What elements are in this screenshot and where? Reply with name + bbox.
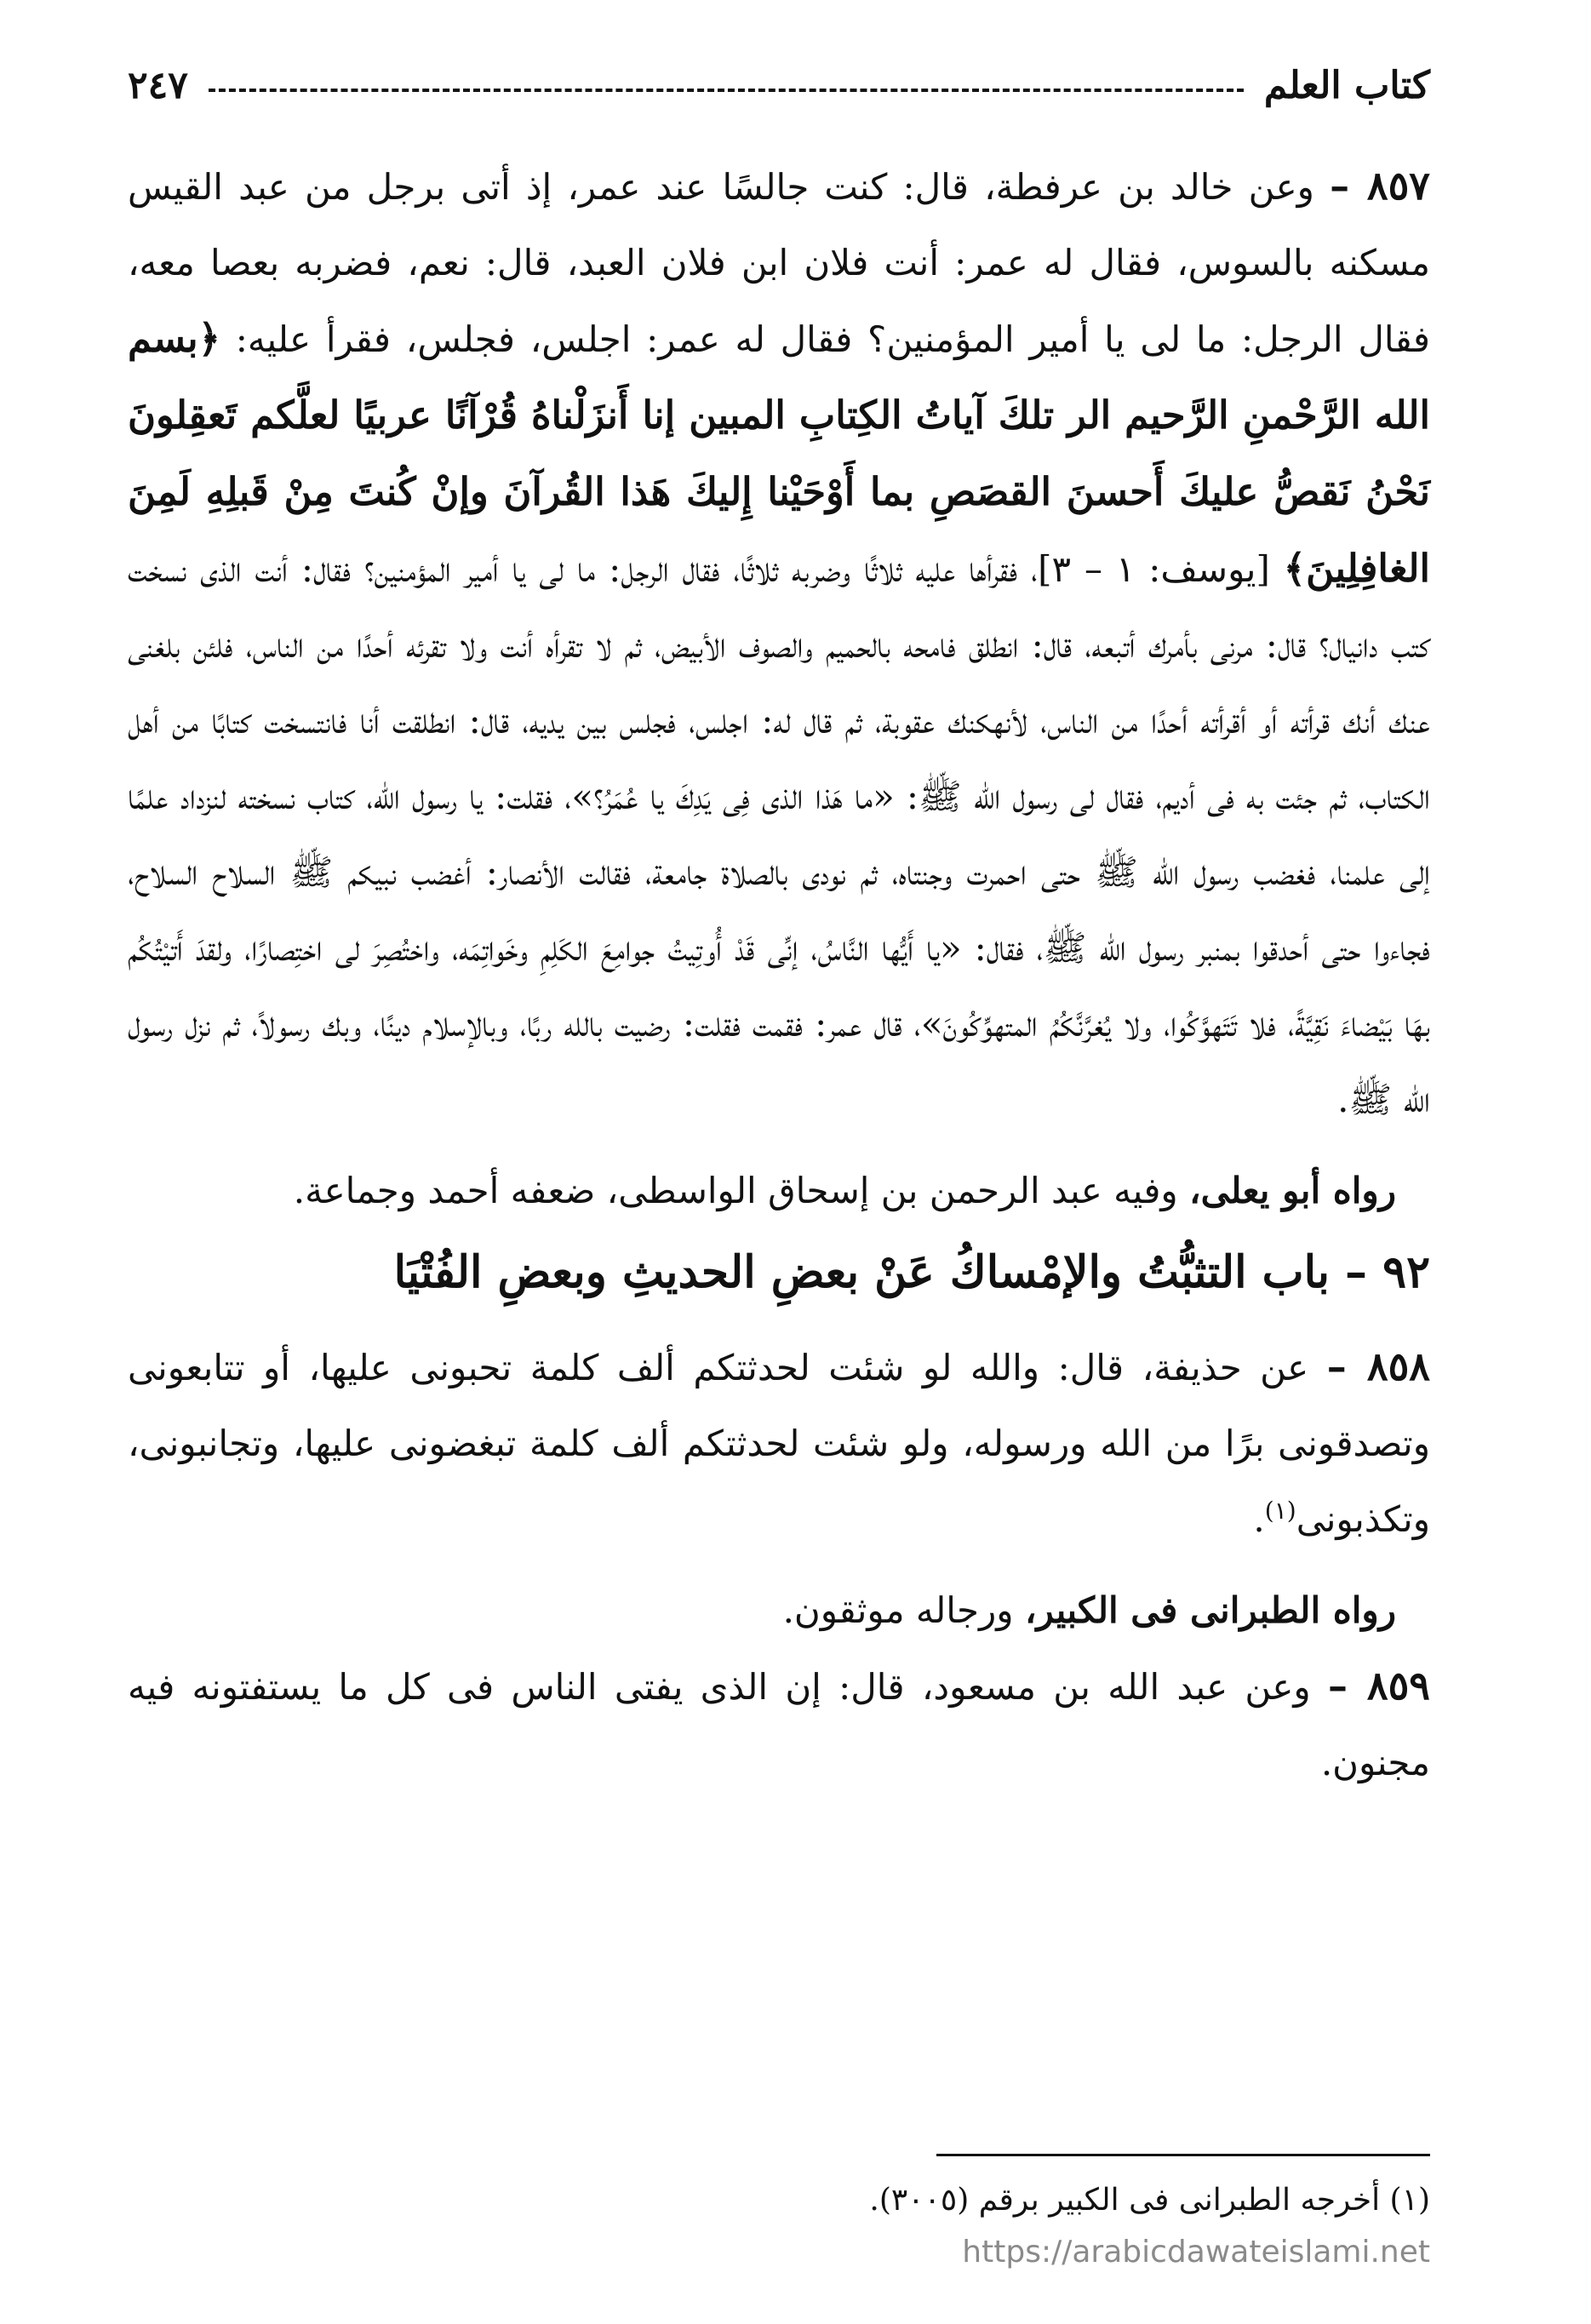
- source-name: رواه أبو يعلى،: [1189, 1170, 1396, 1211]
- hadith-text-continued: [يوسف: ١ – ٣]، فقرأها عليه ثلاثًا وضربه ثلاثًا، فقال الرجل: ما لى يا أمير المؤمنين؟ فقال: أنت الذى نسخت كتب دانيال؟ قال: مرنى بأمرك أتبعه، قال: انطلق فامحه بالحميم والصوف الأبيض، ثم لا تقرأه أنت ولا تقرئه أحدًا من الناس، فلئن بلغنى عنك أنك قرأته أو أقرأته أحدًا من الناس، لأنهكنك عقوبة، ثم قال له: اجلس، فجلس بين يديه، قال: انطلقت أنا فانتسخت كتابًا من أهل الكتاب، ثم جئت به فى أديم، فقال لى رسول الله ﷺ: «ما هَذا الذى فِى يَدِكَ يا عُمَرُ؟»، فقلت: يا رسول الله، كتاب نسخته لنزداد علمًا إلى علمنا، فغضب رسول الله ﷺ حتى احمرت وجنتاه، ثم نودى بالصلاة جامعة، فقالت الأنصار: أغضب نبيكم ﷺ السلاح السلاح، فجاءوا حتى أحدقوا بمنبر رسول الله ﷺ، فقال: «يا أَيُّها النَّاسُ، إنِّى قَدْ أُوتِيتُ جوامِعَ الكَلِمِ وخَواتِمَه، واختُصِرَ لى اختِصارًا، ولقدَ أَتيْتُكُم بهَا بَيْضاءَ نَقِيَّةً، فلا تَتَهوَّكُوا، ولا يُغرَّنَّكُمُ المتهوِّكُونَ»، قال عمر: فقمت فقلت: رضيت بالله ربًا، وبالإسلام دينًا، وبك رسولاً، ثم نزل رسول الله ﷺ.: [128, 548, 1431, 1120]
- hadith-text-end: .: [1253, 1498, 1265, 1540]
- source-name: رواه الطبرانى فى الكبير،: [1024, 1589, 1396, 1631]
- book-title: كتاب العلم: [1263, 63, 1430, 107]
- source-note: وفيه عبد الرحمن بن إسحاق الواسطى، ضعفه أحمد وجماعة.: [293, 1170, 1190, 1211]
- hadith-858: [128, 1329, 1430, 1557]
- hadith-number: ٨٥٨ –: [1326, 1343, 1430, 1389]
- page-body: [128, 148, 1430, 1800]
- chapter-title: ٩٢ – باب التثبُّتُ والإمْساكُ عَنْ بعضِ الحديثِ وبعضِ الفُتْيَا: [393, 1246, 1430, 1298]
- hadith-text: وعن عبد الله بن مسعود، قال: إن الذى يفتى الناس فى كل ما يستفتونه فيه مجنون.: [128, 1666, 1430, 1783]
- page-number: ٢٤٧: [128, 63, 188, 107]
- footnote-divider: [936, 2154, 1430, 2156]
- hadith-number: ٨٥٧ –: [1330, 163, 1430, 209]
- book-page: [128, 51, 1430, 2281]
- hadith-857: [128, 148, 1430, 1137]
- hadith-857-source: [128, 1153, 1396, 1228]
- hadith-858-source: [128, 1572, 1396, 1648]
- source-note: ورجاله موثقون.: [782, 1589, 1025, 1631]
- header-divider: [209, 89, 1244, 92]
- hadith-859: [128, 1648, 1430, 1800]
- watermark-url: https://arabicdawateislami.net: [962, 2235, 1430, 2270]
- hadith-text: وعن خالد بن عرفطة، قال: كنت جالسًا عند عمر، إذ أتى برجل من عبد القيس مسكنه بالسوس، فقال له عمر: أنت فلان ابن فلان العبد، قال: نعم، فضربه بعصا معه، فقال الرجل: ما لى يا أمير المؤمنين؟ فقال له عمر: اجلس، فجلس، فقرأ عليه:: [128, 166, 1430, 360]
- hadith-text: عن حذيفة، قال: والله لو شئت لحدثتكم ألف كلمة تحبونى عليها، أو تتابعونى وتصدقونى برًا من الله ورسوله، ولو شئت لحدثتكم ألف كلمة تبغضونى عليها، وتجانبونى، وتكذبونى: [128, 1347, 1430, 1540]
- footnote-reference: (١): [1264, 1497, 1296, 1525]
- hadith-number: ٨٥٩ –: [1327, 1663, 1431, 1709]
- footnote: (١) أخرجه الطبرانى فى الكبير برقم (٣٠٠٥).: [869, 2183, 1430, 2218]
- quran-verse: ﴿بسم الله الرَّحْمنِ الرَّحيم الر تلكَ آياتُ الكِتابِ المبين إنا أَنزَلْناهُ قُرْآنًا عربيًا لعلَّكم تَعقِلونَ نَحْنُ نَقصُّ عليكَ أَحسنَ القصَصِ بما أَوْحَيْنا إِليكَ هَذا القُرآنَ وإنْ كُنتَ مِنْ قَبلِهِ لَمِنَ الغافِلِينَ﴾: [128, 316, 1430, 591]
- page-header: [128, 51, 1430, 119]
